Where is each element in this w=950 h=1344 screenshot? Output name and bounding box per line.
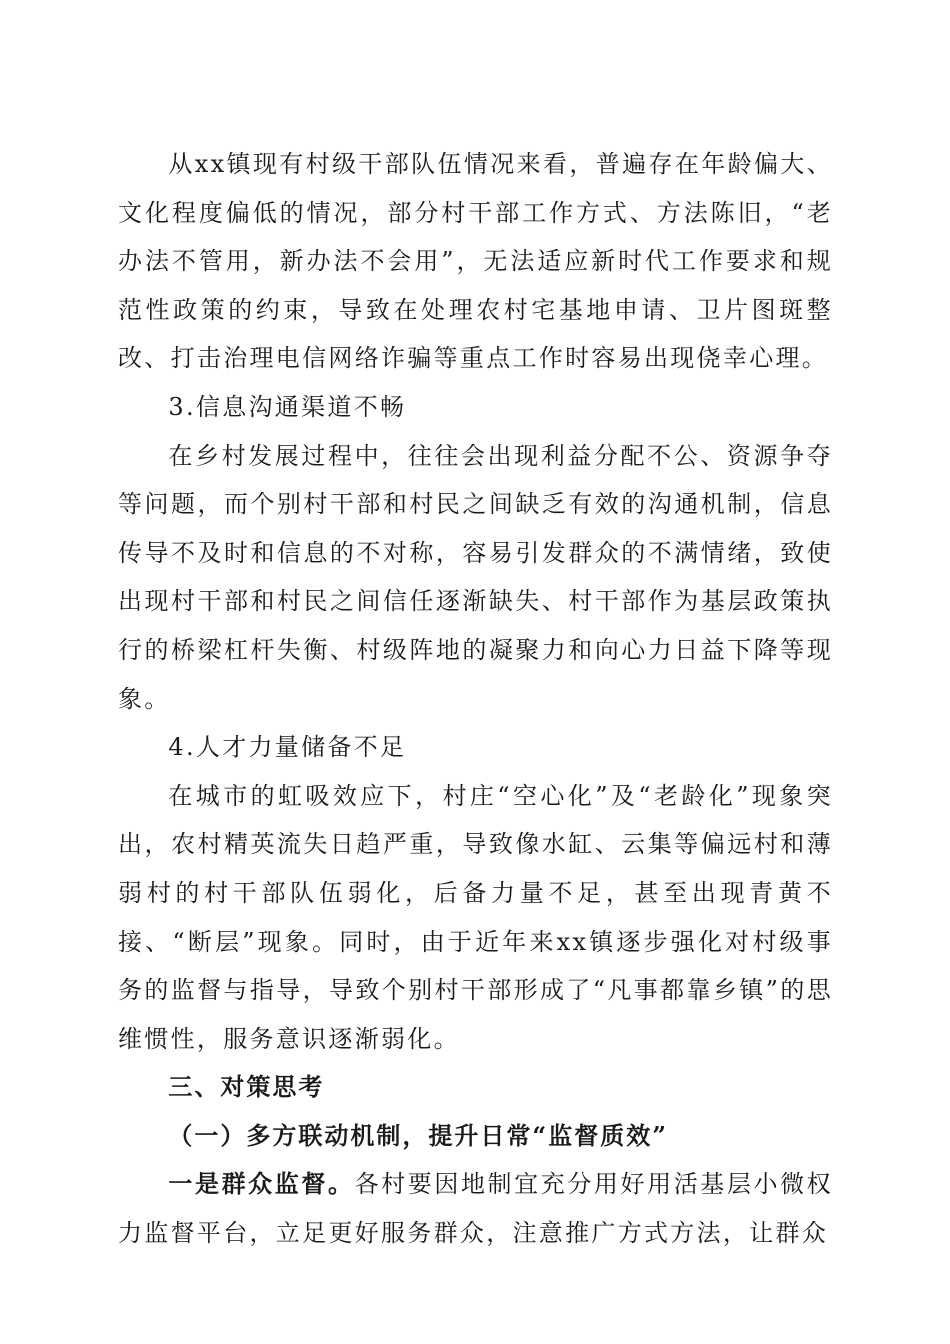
paragraph-body: 各村要因地制宜充分用好用活基层小微权力监督平台，立足更好服务群众，注意推广方式方法，让群众 xyxy=(118,1170,833,1248)
subsection-title-supervision: （一）多方联动机制，提升日常“监督质效” xyxy=(168,1120,668,1150)
paragraph-cadre-status: 从xx镇现有村级干部队伍情况来看，普遍存在年龄偏大、文化程度偏低的情况，部分村干部工作方式、方法陈旧，“老办法不管用，新办法不会用”，无法适应新时代工作要求和规范性政策的约束，导致在处理农村宅基地申请、卫片图斑整改、打击治理电信网络诈骗等重点工作时容易出现侥幸心理。 xyxy=(118,150,833,373)
heading-communication: 3.信息沟通渠道不畅 xyxy=(168,392,407,421)
heading-talent: 4.人才力量储备不足 xyxy=(168,733,407,762)
document-body xyxy=(118,140,833,1258)
section-title-countermeasures: 三、对策思考 xyxy=(168,1073,325,1102)
paragraph-talent: 在城市的虹吸效应下，村庄“空心化”及“老龄化”现象突出，农村精英流失日趋严重，导致像水缸、云集等偏远村和薄弱村的村干部队伍弱化，后备力量不足，甚至出现青黄不接、“断层”现象。同时，由于近年来xx镇逐步强化对村级事务的监督与指导，导致个别村干部形成了“凡事都靠乡镇”的思维惯性，服务意识逐渐弱化。 xyxy=(118,781,833,1053)
paragraph-communication: 在乡村发展过程中，往往会出现利益分配不公、资源争夺等问题，而个别村干部和村民之间缺乏有效的沟通机制，信息传导不及时和信息的不对称，容易引发群众的不满情绪，致使出现村干部和村民之间信任逐渐缺失、村干部作为基层政策执行的桥梁杠杆失衡、村级阵地的凝聚力和向心力日益下降等现象。 xyxy=(118,441,833,713)
paragraph-public-supervision xyxy=(118,1160,833,1257)
paragraph-lead: 一是群众监督。 xyxy=(168,1169,355,1199)
